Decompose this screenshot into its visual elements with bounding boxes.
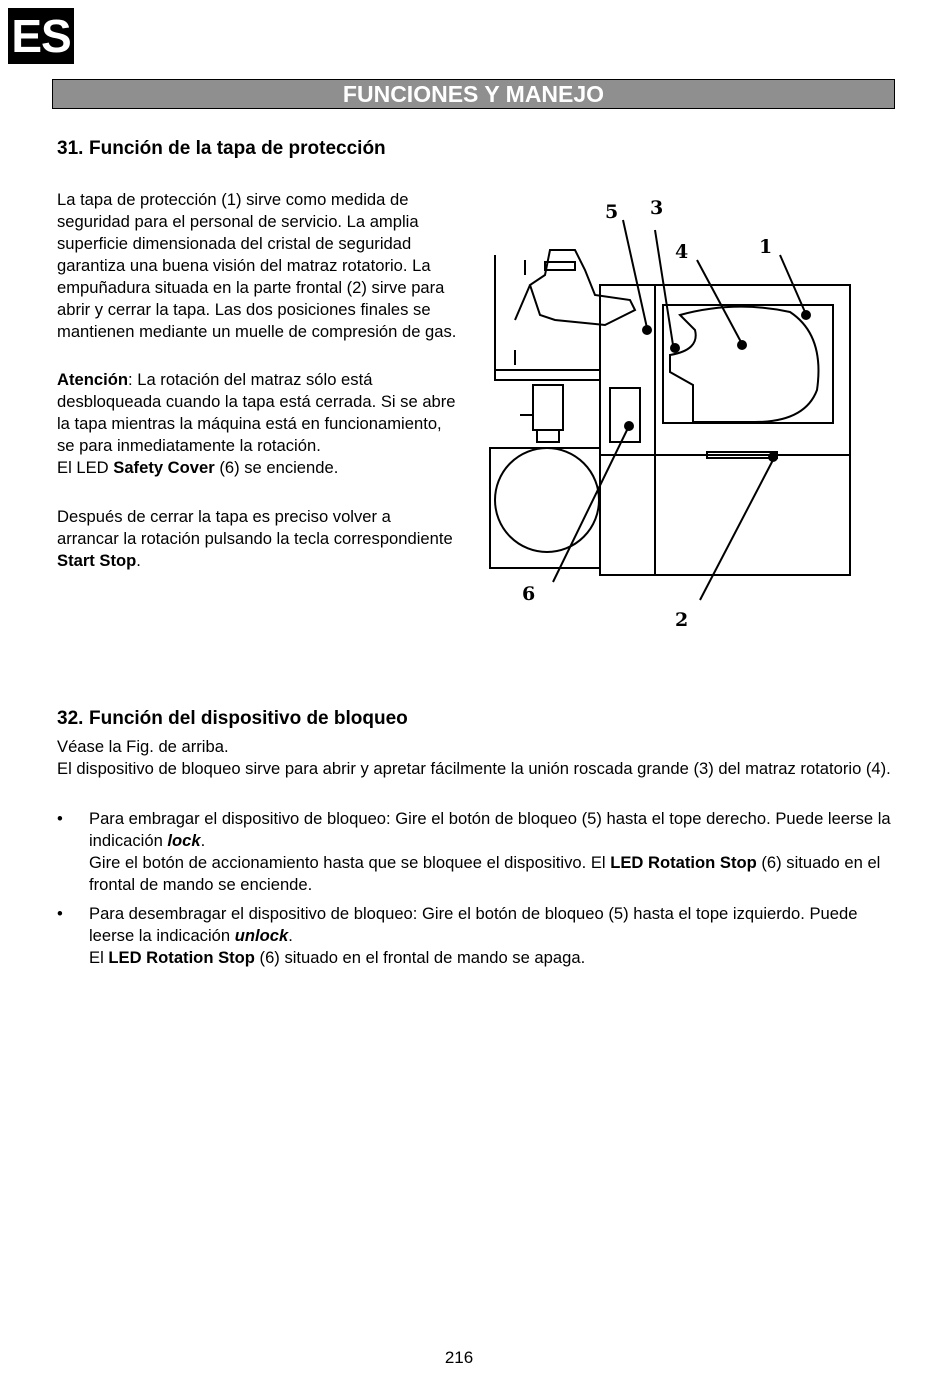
section-32-number: 32. — [57, 708, 84, 729]
para3-pre: Después de cerrar la tapa es preciso volver a arrancar la rotación pulsando la tecla correspondiente — [57, 507, 453, 548]
label-5: 5 — [605, 201, 619, 223]
flask-in-window — [670, 307, 818, 422]
callout-4-line — [697, 260, 741, 342]
bullet-engage-text — [89, 808, 899, 896]
page-number: 216 — [444, 1348, 474, 1367]
engage-led-on: (6) situado en el frontal de mando se enciende. — [89, 853, 881, 894]
section-31-attention — [57, 369, 457, 479]
label-1: 1 — [759, 236, 773, 258]
release-led-pre: El — [89, 948, 109, 967]
attention-text: : La rotación del matraz sólo está desbloqueada cuando la tapa está cerrada. Si se abre la tapa mientras la máquina está en funcionamiento, se para inmediatamente la rotación. — [57, 370, 456, 455]
section-31-title — [57, 138, 386, 160]
section-header: FUNCIONES Y MANEJO — [52, 79, 895, 109]
callout-2-dot — [768, 452, 778, 462]
label-4: 4 — [675, 241, 689, 263]
rotary-evaporator-drawing — [485, 190, 915, 640]
left-shelf — [495, 370, 600, 380]
language-badge: ES — [8, 8, 74, 64]
led-rotation-stop-2: LED Rotation Stop — [108, 948, 255, 967]
bullet-dot: • — [57, 809, 63, 828]
callout-3-dot — [670, 343, 680, 353]
engage-period: . — [200, 831, 206, 850]
section-32-intro — [57, 736, 897, 780]
attention-label: Atención — [57, 370, 128, 389]
bullet-dot: • — [57, 904, 63, 923]
release-led-off: (6) situado en el frontal de mando se apaga. — [254, 948, 586, 967]
led-text-pre: El LED — [57, 458, 114, 477]
led-safety-cover: Safety Cover — [113, 458, 215, 477]
condenser — [533, 385, 563, 430]
section-31-paragraph-3 — [57, 506, 457, 572]
callout-1-dot — [801, 310, 811, 320]
flask-joint — [537, 430, 559, 442]
section-31-heading: Función de la tapa de protección — [89, 138, 386, 159]
led-text-post: (6) se enciende. — [214, 458, 339, 477]
label-3: 3 — [650, 197, 664, 219]
callout-4-dot — [737, 340, 747, 350]
unlock-indicator: unlock — [234, 926, 289, 945]
engage-instruction: Para embragar el dispositivo de bloqueo: Gire el botón de bloqueo (5) hasta el tope derecho. Puede leerse la indicación — [89, 809, 891, 850]
lock-device-description: El dispositivo de bloqueo sirve para abrir y apretar fácilmente la unión roscada grande (3) del matraz rotatorio (4). — [57, 759, 891, 778]
label-2: 2 — [675, 609, 689, 631]
callout-5-line — [623, 220, 647, 328]
section-32-title — [57, 708, 408, 730]
engage-turn-knob: Gire el botón de accionamiento hasta que se bloquee el dispositivo. El — [89, 853, 611, 872]
tube-left — [515, 285, 530, 320]
see-figure-line: Véase la Fig. de arriba. — [57, 737, 229, 756]
led-rotation-stop-1: LED Rotation Stop — [610, 853, 757, 872]
lower-flask — [495, 448, 599, 552]
bullet-release-text — [89, 903, 899, 969]
callout-1-line — [780, 255, 805, 312]
protective-cover-figure — [485, 190, 915, 640]
para3-post: . — [136, 551, 141, 570]
release-period: . — [288, 926, 293, 945]
start-stop-key: Start Stop — [57, 551, 137, 570]
housing-outline — [600, 285, 850, 575]
callout-5-dot — [642, 325, 652, 335]
callout-6-dot — [624, 421, 634, 431]
lock-indicator: lock — [167, 831, 201, 850]
section-31-number: 31. — [57, 138, 84, 159]
section-32-heading: Función del dispositivo de bloqueo — [89, 708, 408, 729]
callout-2-line — [700, 460, 773, 600]
section-31-paragraph-1: La tapa de protección (1) sirve como medida de seguridad para el personal de servicio. La amplia superficie dimensionada del cristal de seguridad garantiza una buena visión del matraz rotatorio. La empuñadura situada en la parte frontal (2) sirve para abrir y cerrar la tapa. Las dos posiciones finales se mantienen mediante un muelle de compresión de gas. — [57, 190, 457, 341]
release-instruction: Para desembragar el dispositivo de bloqueo: Gire el botón de bloqueo (5) hasta el tope izquierdo. Puede leerse la indicación — [89, 904, 858, 945]
label-6: 6 — [522, 583, 536, 605]
coupling — [545, 262, 575, 270]
